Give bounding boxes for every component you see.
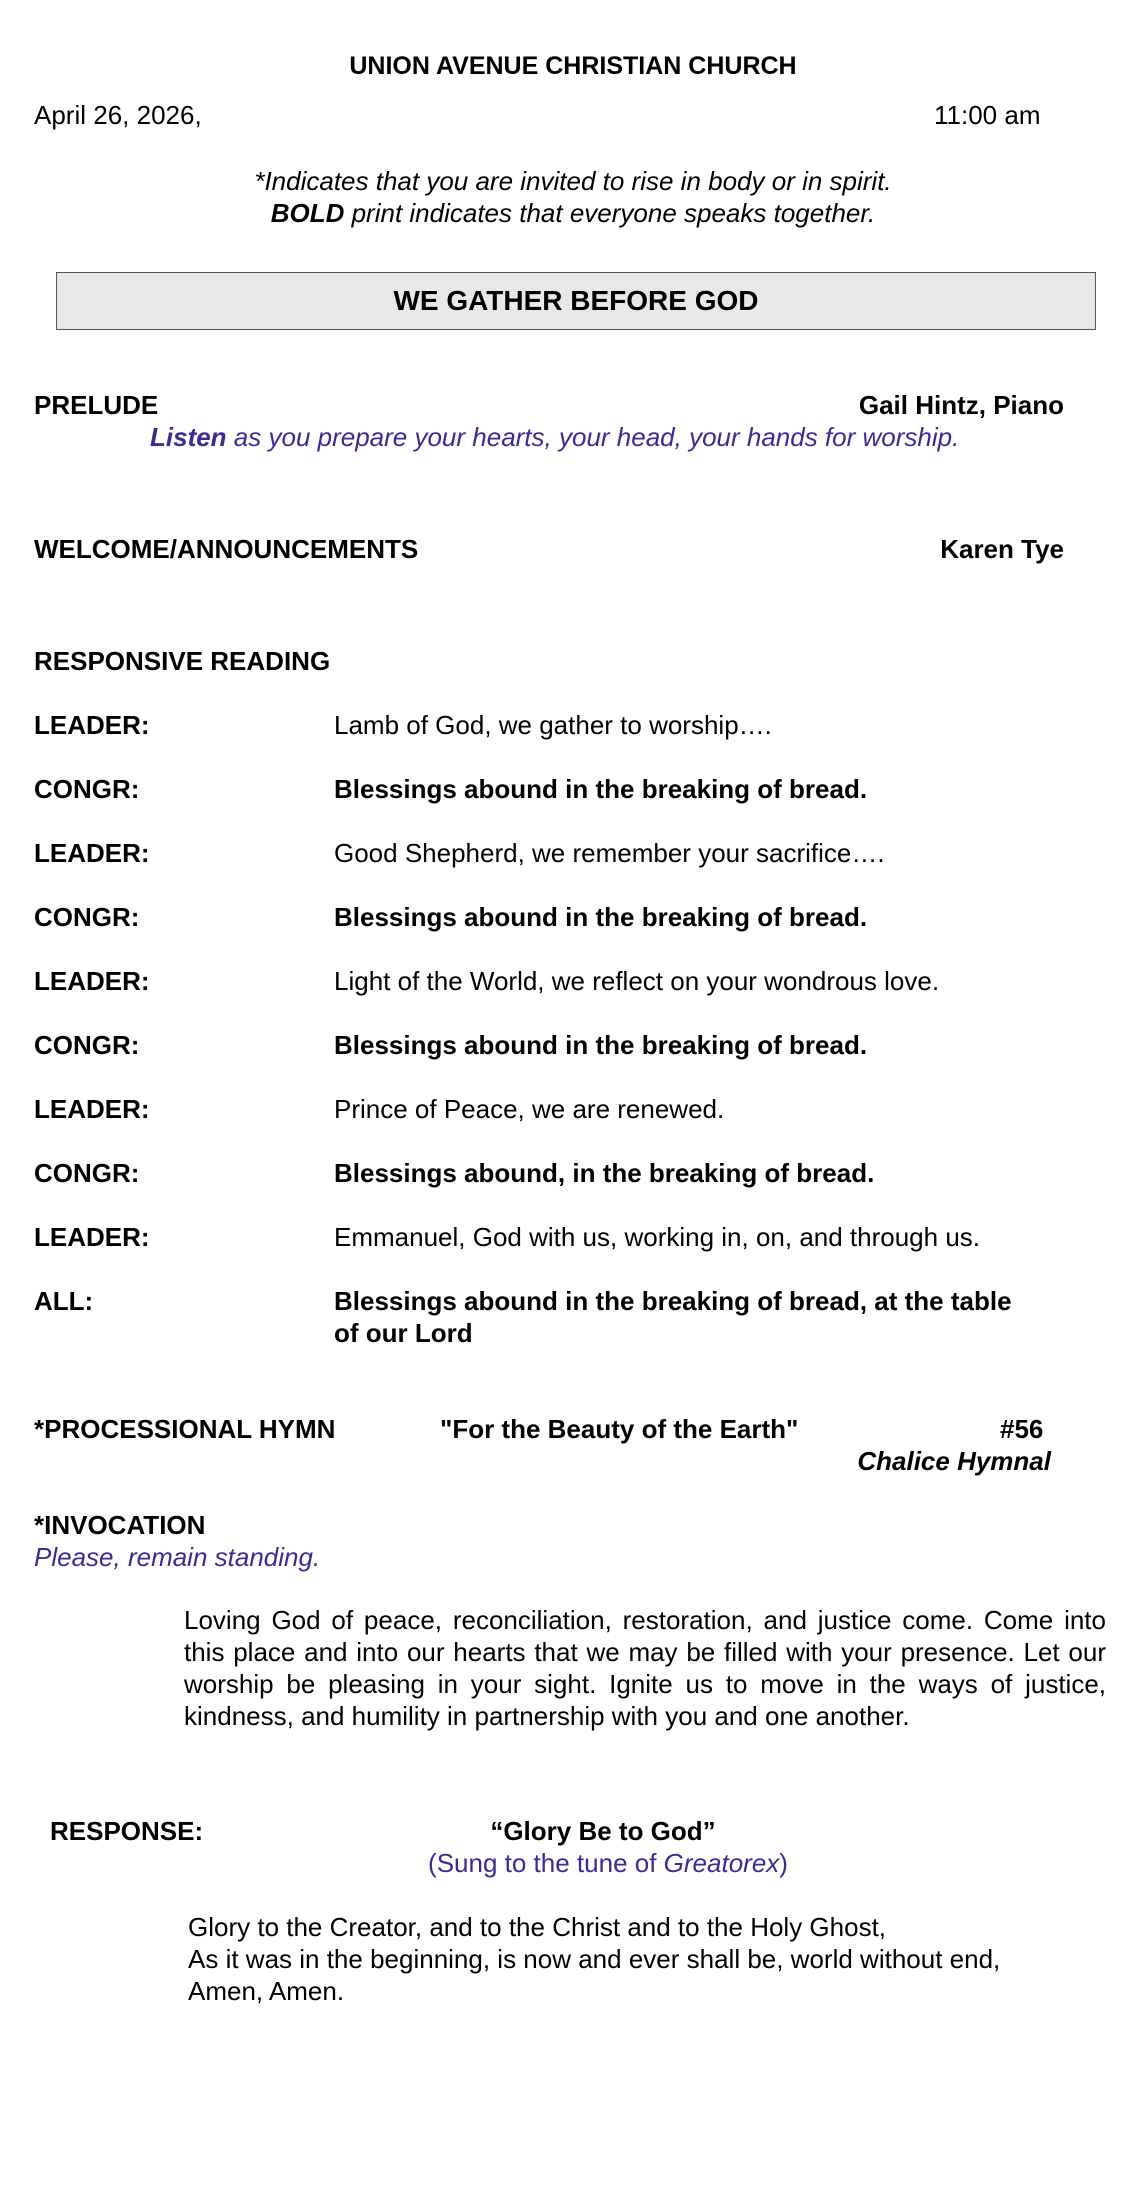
all-line-2: of our Lord xyxy=(334,1318,473,1348)
service-time: 11:00 am xyxy=(934,100,1041,130)
reading-role: LEADER: xyxy=(34,1094,150,1124)
reading-role: CONGR: xyxy=(34,774,140,804)
response-title: “Glory Be to God” xyxy=(490,1816,716,1846)
all-role: ALL: xyxy=(34,1286,94,1316)
response-label: RESPONSE: xyxy=(50,1816,204,1846)
church-name: UNION AVENUE CHRISTIAN CHURCH xyxy=(349,52,797,80)
response-lyric-line: Amen, Amen. xyxy=(188,1976,345,2006)
reading-role: LEADER: xyxy=(34,1222,150,1252)
invocation-instruction: Please, remain standing. xyxy=(34,1542,321,1572)
hymn-title: "For the Beauty of the Earth" xyxy=(440,1414,799,1444)
responsive-reading-title: RESPONSIVE READING xyxy=(34,646,331,676)
reading-text: Prince of Peace, we are renewed. xyxy=(334,1094,725,1124)
reading-text: Blessings abound, in the breaking of bread. xyxy=(334,1158,875,1188)
response-lyric-line: As it was in the beginning, is now and ever shall be, world without end, xyxy=(188,1944,1001,1974)
response-tune-suffix: ) xyxy=(779,1848,788,1878)
section-heading-gather: WE GATHER BEFORE GOD xyxy=(56,272,1096,330)
bold-note-keyword: BOLD xyxy=(270,198,345,228)
response-tune xyxy=(0,1848,1146,1879)
hymn-number: #56 xyxy=(1000,1414,1044,1444)
prelude-performer: Gail Hintz, Piano xyxy=(858,390,1064,420)
reading-text: Blessings abound in the breaking of bread. xyxy=(334,1030,868,1060)
reading-text: Good Shepherd, we remember your sacrifice…. xyxy=(334,838,885,868)
response-lyric-line: Glory to the Creator, and to the Christ and to the Holy Ghost, xyxy=(188,1912,887,1942)
invocation-prayer: Loving God of peace, reconciliation, restoration, and justice come. Come into this place and into our hearts that we may be filled with your presence. Let our worship be pleasing in your sight. Ignite us to move in the ways of justice, kindness, and humility in partnership with you and one another. xyxy=(184,1605,1106,1731)
hymn-label: *PROCESSIONAL HYMN xyxy=(34,1414,336,1444)
reading-role: CONGR: xyxy=(34,902,140,932)
response-tune-prefix: (Sung to the tune of xyxy=(428,1848,664,1878)
prelude-instruction-text: as you prepare your hearts, your head, your hands for worship. xyxy=(226,422,960,452)
reading-text: Blessings abound in the breaking of bread. xyxy=(334,902,868,932)
bold-note-text: print indicates that everyone speaks together. xyxy=(344,198,876,228)
prelude-instruction-keyword: Listen xyxy=(150,422,227,452)
reading-text: Emmanuel, God with us, working in, on, and through us. xyxy=(334,1222,981,1252)
reading-role: CONGR: xyxy=(34,1158,140,1188)
welcome-label: WELCOME/ANNOUNCEMENTS xyxy=(34,534,419,564)
reading-role: CONGR: xyxy=(34,1030,140,1060)
reading-role: LEADER: xyxy=(34,710,150,740)
all-line-1: Blessings abound in the breaking of bread, at the table xyxy=(334,1286,1012,1316)
reading-text: Lamb of God, we gather to worship…. xyxy=(334,710,772,740)
reading-role: LEADER: xyxy=(34,838,150,868)
welcome-leader: Karen Tye xyxy=(940,534,1064,564)
service-date: April 26, 2026, xyxy=(34,100,202,130)
invocation-label: *INVOCATION xyxy=(34,1510,206,1540)
response-tune-name: Greatorex xyxy=(663,1848,780,1878)
prelude-label: PRELUDE xyxy=(34,390,159,420)
rise-note: *Indicates that you are invited to rise in body or in spirit. xyxy=(254,166,892,196)
reading-text: Light of the World, we reflect on your wondrous love. xyxy=(334,966,940,996)
reading-text: Blessings abound in the breaking of bread. xyxy=(334,774,868,804)
bold-note xyxy=(0,198,1146,229)
reading-role: LEADER: xyxy=(34,966,150,996)
prelude-instruction xyxy=(150,422,959,453)
hymnal-name: Chalice Hymnal xyxy=(857,1446,1051,1476)
